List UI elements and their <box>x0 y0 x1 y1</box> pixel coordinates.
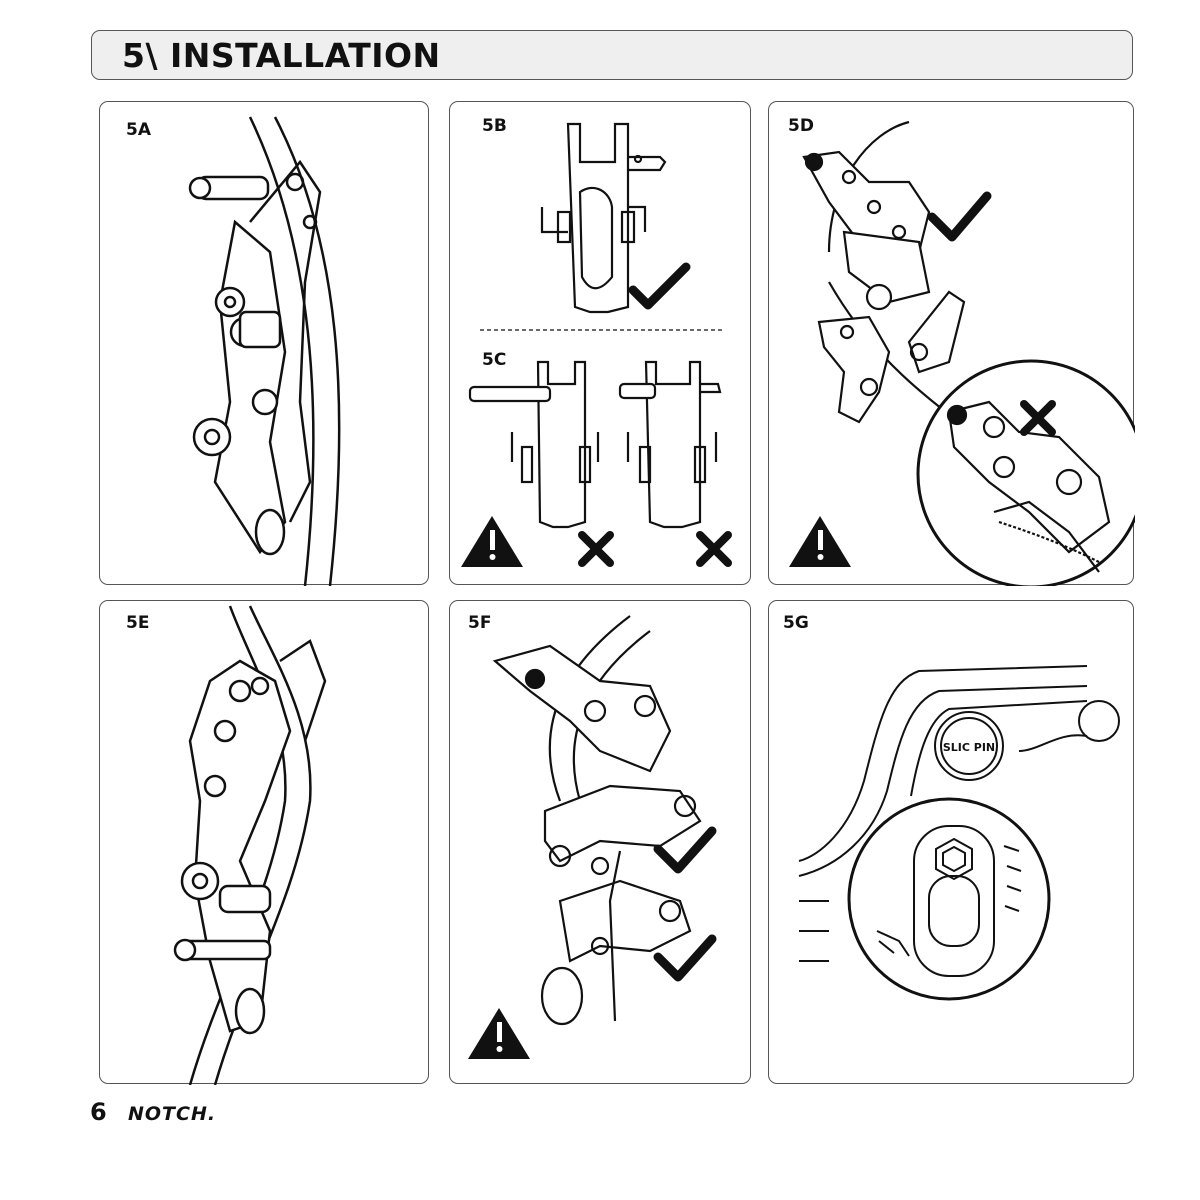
panel-label-5f: 5F <box>468 613 492 633</box>
section-header <box>91 30 1133 80</box>
panel-5f <box>449 600 751 1084</box>
panel-5b-5c <box>449 101 751 585</box>
panel-5a <box>99 101 429 585</box>
section-title: 5\ INSTALLATION <box>122 36 441 75</box>
check-icon <box>932 196 987 237</box>
panel-5e <box>99 600 429 1084</box>
device-illustration-5d <box>769 102 1135 586</box>
device-illustration-5b-5c <box>450 102 752 586</box>
check-icon <box>633 267 686 305</box>
check-icon <box>658 939 712 977</box>
warning-icon <box>468 1008 530 1059</box>
device-illustration-5g <box>769 601 1135 1085</box>
panel-label-5g: 5G <box>783 613 809 633</box>
cross-icon <box>700 535 728 563</box>
device-illustration-5f <box>450 601 752 1085</box>
brand-logo: NOTCH. <box>128 1103 217 1125</box>
cross-icon <box>582 535 610 563</box>
warning-icon <box>789 516 851 567</box>
panel-label-5d: 5D <box>788 116 814 136</box>
panel-label-5a: 5A <box>126 120 151 140</box>
panel-label-5b: 5B <box>482 116 507 136</box>
page-number: 6 <box>90 1098 107 1126</box>
device-illustration-5a <box>100 102 430 586</box>
device-illustration-5e <box>100 601 430 1085</box>
warning-icon <box>461 516 523 567</box>
panel-5d <box>768 101 1134 585</box>
panel-label-5e: 5E <box>126 613 150 633</box>
panel-label-5c: 5C <box>482 350 507 370</box>
panel-5g <box>768 600 1134 1084</box>
slic-pin-stamp: SLIC PIN <box>942 741 996 754</box>
